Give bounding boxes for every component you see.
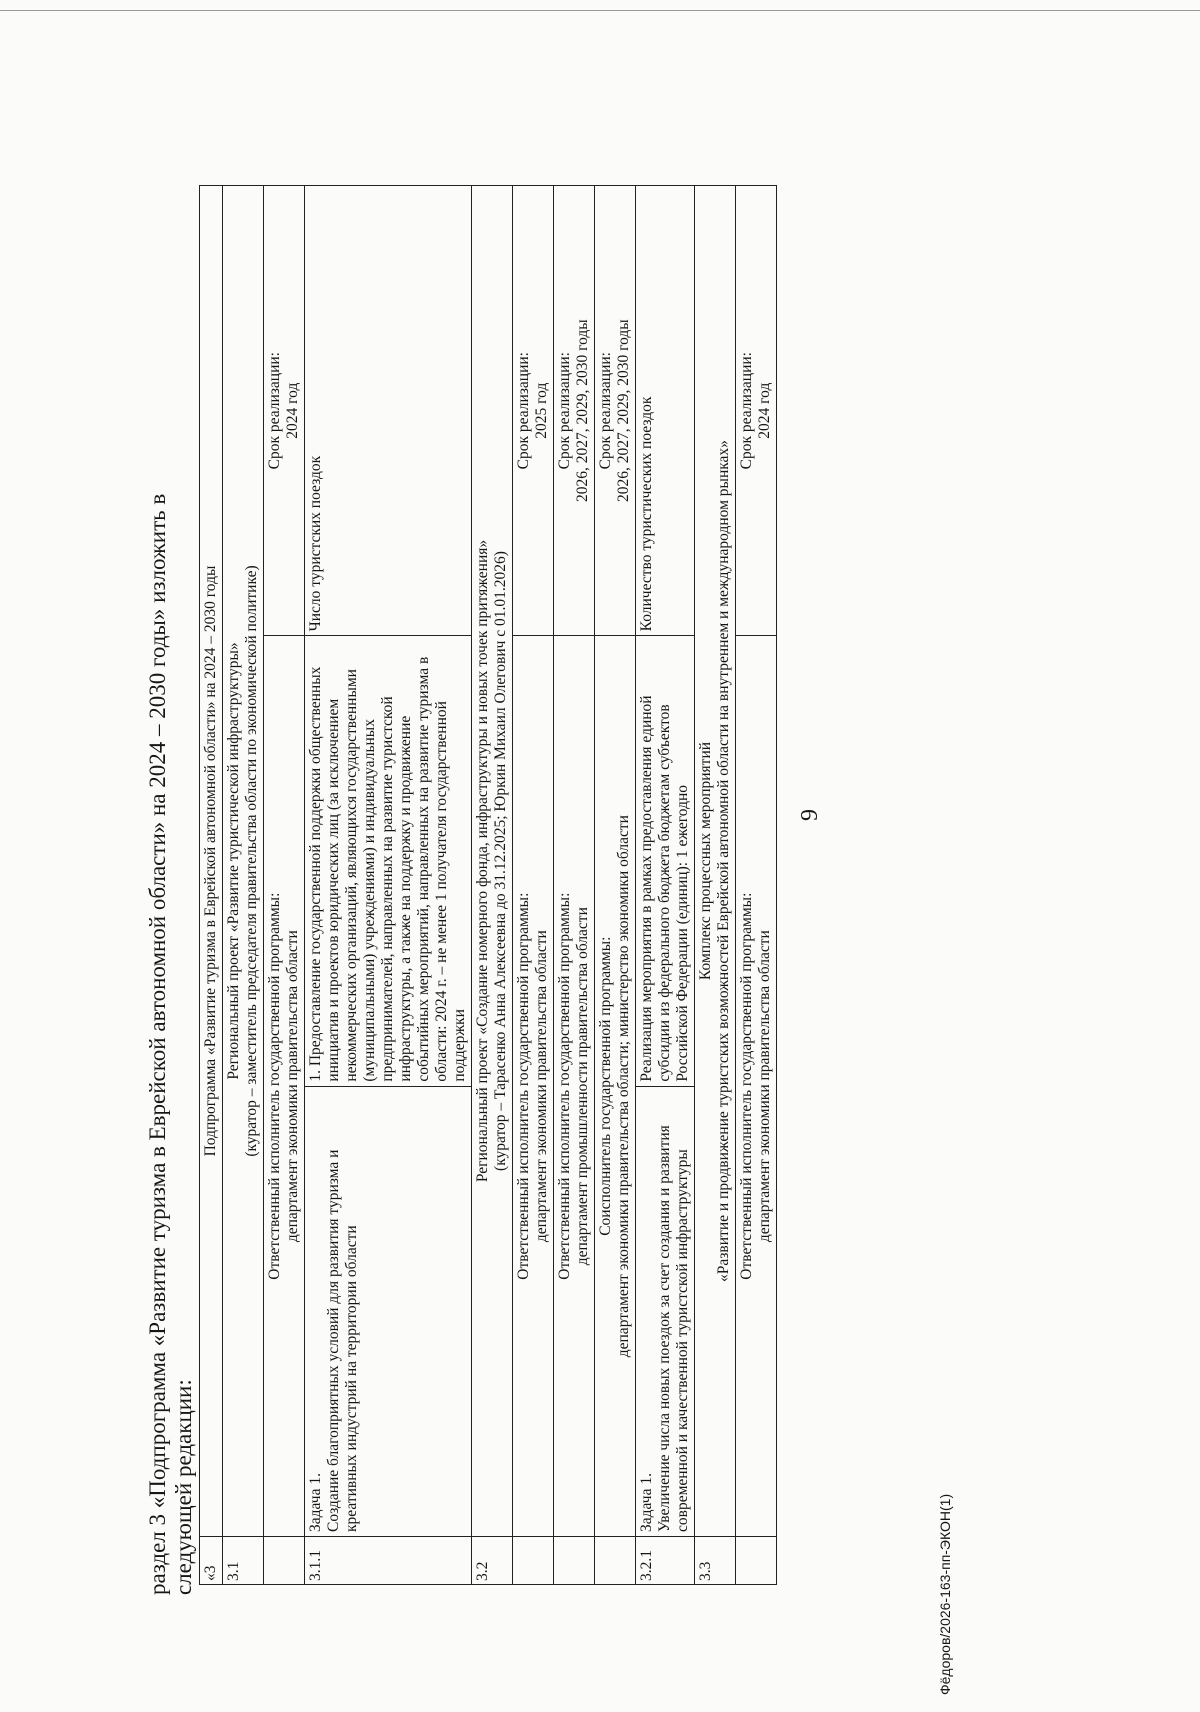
table-row-3-1-responsible bbox=[264, 186, 305, 1585]
process-complex-title: Комплекс процессных мероприятий «Развитие и продвижение туристских возможностей Еврейской автономной области на внутреннем и международном рынках» bbox=[695, 186, 736, 1537]
heading-line-1: раздел 3 «Подпрограмма «Развитие туризма в Еврейской автономной области» на 2024 – 2030 годы» изложить в bbox=[145, 493, 170, 1595]
document-code-footer: Фёдоров/2026-163-пп-ЭКОН(1) bbox=[937, 1493, 953, 1695]
rotated-content bbox=[145, 185, 777, 1595]
row-number: 3.3 bbox=[695, 1537, 736, 1585]
responsible-executor: Ответственный исполнитель государственной программы: департамент экономики правительства области bbox=[513, 636, 554, 1537]
implementation-term: Срок реализации: 2026, 2027, 2029, 2030 годы bbox=[554, 186, 595, 636]
task-cell: Задача 1. Увеличение числа новых поездок за счет создания и развития современной и качественной туристской инфраструктуры bbox=[636, 1086, 695, 1536]
table-row-3-2-responsible-1 bbox=[513, 186, 554, 1585]
responsible-executor: Ответственный исполнитель государственной программы: департамент экономики правительства области bbox=[736, 636, 777, 1537]
co-executor: Соисполнитель государственной программы: департамент экономики правительства области; министерство экономики области bbox=[595, 636, 636, 1537]
expected-result: 1. Предоставление государственной поддержки общественных инициатив и проектов юридических лиц (за исключением некоммерческих организаций, являющихся государственными (муниципальными) учреждениями) и индивидуальных предпринимателей, направленных на развитие туристской инфраструктуры, а также на поддержку и продвижение событийных мероприятий, направленных на развитие туризма в области: 2024 г. – не менее 1 получателя государственной поддержки bbox=[305, 636, 472, 1086]
section-heading bbox=[145, 195, 197, 1595]
project-name: Региональный проект «Развитие туристической инфраструктуры» bbox=[225, 642, 242, 1080]
implementation-term: Срок реализации: 2024 год bbox=[736, 186, 777, 636]
table-row-3-2 bbox=[472, 186, 513, 1585]
row-number: «3 bbox=[200, 1537, 223, 1585]
table-row-3-3-responsible bbox=[736, 186, 777, 1585]
page-top-edge bbox=[0, 10, 1200, 11]
table-row-3-2-1 bbox=[636, 186, 695, 1585]
project-curator: (куратор – заместитель председателя правительства области по экономической политике) bbox=[243, 565, 260, 1157]
row-number: 3.1 bbox=[223, 1537, 264, 1585]
responsible-executor: Ответственный исполнитель государственной программы: департамент экономики правительства области bbox=[264, 636, 305, 1537]
responsible-executor: Ответственный исполнитель государственной программы: департамент промышленности правительства области bbox=[554, 636, 595, 1537]
expected-result: Реализация мероприятия в рамках предоставления единой субсидии из федерального бюджета бюджетам субъектов Российской Федерации (единиц): 1 ежегодно bbox=[636, 636, 695, 1086]
table-row-3-2-coexecutor bbox=[595, 186, 636, 1585]
subprogram-title: Подпрограмма «Развитие туризма в Еврейской автономной области» на 2024 – 2030 годы bbox=[200, 186, 223, 1537]
table-row-3-1 bbox=[223, 186, 264, 1585]
regional-project-title bbox=[223, 186, 264, 1537]
table-row-3 bbox=[200, 186, 223, 1585]
regional-project-title: Региональный проект «Создание номерного фонда, инфраструктуры и новых точек притяжения» (куратор – Тарасенко Анна Алексеевна до 31.12.2025; Юркин Михаил Олегович с 01.01.2026) bbox=[472, 186, 513, 1537]
indicator: Число туристских поездок bbox=[305, 186, 472, 636]
implementation-term: Срок реализации: 2024 год bbox=[264, 186, 305, 636]
implementation-term: Срок реализации: 2025 год bbox=[513, 186, 554, 636]
row-number: 3.2.1 bbox=[636, 1537, 695, 1585]
page-number: 9 bbox=[797, 809, 823, 821]
heading-line-2: следующей редакции: bbox=[171, 1379, 196, 1595]
row-number: 3.1.1 bbox=[305, 1537, 472, 1585]
table-row-3-3 bbox=[695, 186, 736, 1585]
row-number: 3.2 bbox=[472, 1537, 513, 1585]
program-table bbox=[199, 185, 777, 1585]
implementation-term: Срок реализации: 2026, 2027, 2029, 2030 годы bbox=[595, 186, 636, 636]
task-cell: Задача 1. Создание благоприятных условий для развития туризма и креативных индустрий на территории области bbox=[305, 1086, 472, 1536]
table-row-3-2-responsible-2 bbox=[554, 186, 595, 1585]
indicator: Количество туристических поездок bbox=[636, 186, 695, 636]
table-row-3-1-1 bbox=[305, 186, 472, 1585]
